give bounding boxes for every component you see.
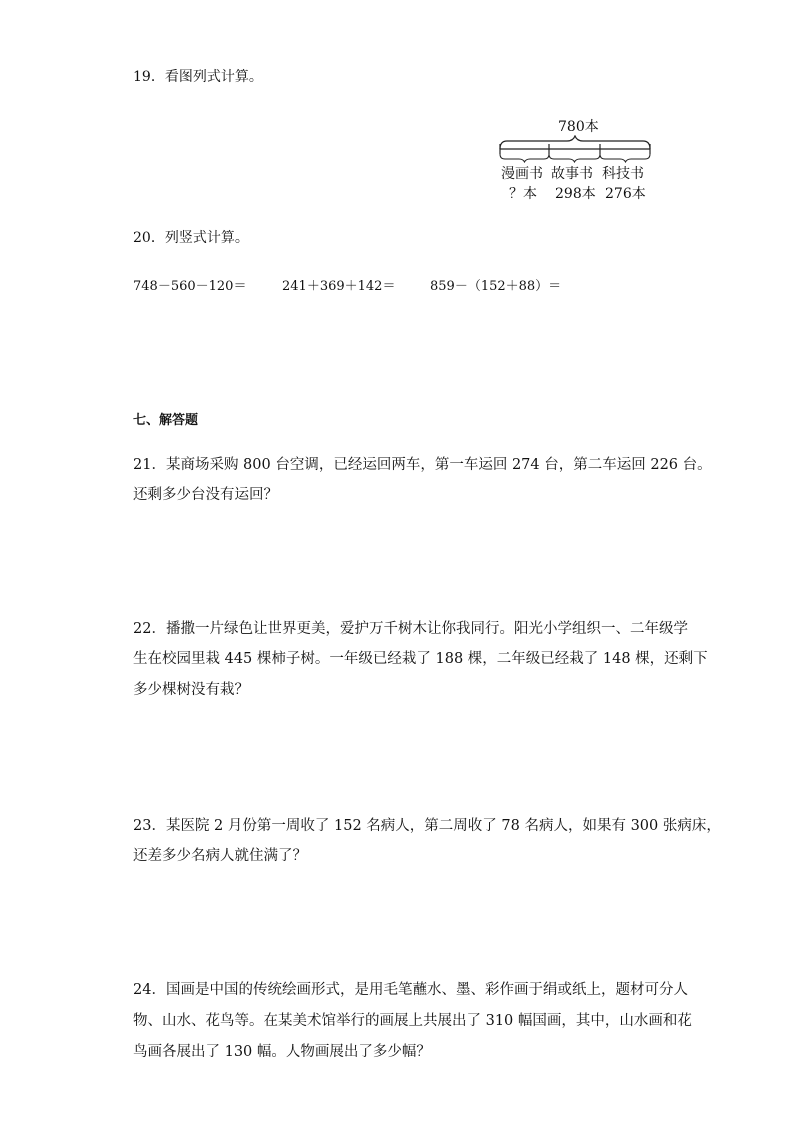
diagram-brace [497, 135, 653, 163]
question-21-line-2: 还剩多少台没有运回？ [133, 487, 278, 503]
expression-1: 748－560－120＝ [133, 279, 247, 294]
question-20-title: 20．列竖式计算。 [133, 230, 249, 246]
question-19-title: 19．看图列式计算。 [133, 69, 263, 85]
expression-3: 859－（152＋88）＝ [430, 279, 562, 294]
question-22-line-1: 22．播撒一片绿色让世界更美，爱护万千树木让你我同行。阳光小学组织一、二年级学 [133, 621, 688, 637]
part-amount-comics: ？本 [509, 186, 537, 202]
question-21-line-1: 21．某商场采购 800 台空调，已经运回两车，第一车运回 274 台，第二车运回 226 台。 [133, 457, 712, 473]
part-name-stories: 故事书 [551, 166, 593, 182]
diagram-total-label: 780本 [558, 119, 599, 135]
question-24-line-1: 24．国画是中国的传统绘画形式，是用毛笔蘸水、墨、彩作画于绢或纸上，题材可分人 [133, 982, 688, 998]
question-24-line-3: 鸟画各展出了 130 幅。人物画展出了多少幅？ [133, 1044, 431, 1060]
expression-2: 241＋369＋142＝ [282, 279, 396, 294]
question-22-line-3: 多少棵树没有栽？ [133, 682, 249, 698]
question-24-line-2: 物、山水、花鸟等。在某美术馆举行的画展上共展出了 310 幅国画，其中，山水画和花 [133, 1013, 692, 1029]
part-name-science: 科技书 [602, 166, 644, 182]
part-amount-science: 276本 [605, 186, 646, 202]
question-23-line-1: 23．某医院 2 月份第一周收了 152 名病人，第二周收了 78 名病人，如果有 300 张病床， [133, 818, 721, 834]
part-amount-stories: 298本 [555, 186, 596, 202]
part-name-comics: 漫画书 [501, 166, 543, 182]
section-heading: 七、解答题 [133, 413, 199, 428]
question-23-line-2: 还差多少名病人就住满了？ [133, 848, 307, 864]
question-22-line-2: 生在校园里栽 445 棵柿子树。一年级已经栽了 188 棵，二年级已经栽了 148 棵，还剩下 [133, 651, 708, 667]
